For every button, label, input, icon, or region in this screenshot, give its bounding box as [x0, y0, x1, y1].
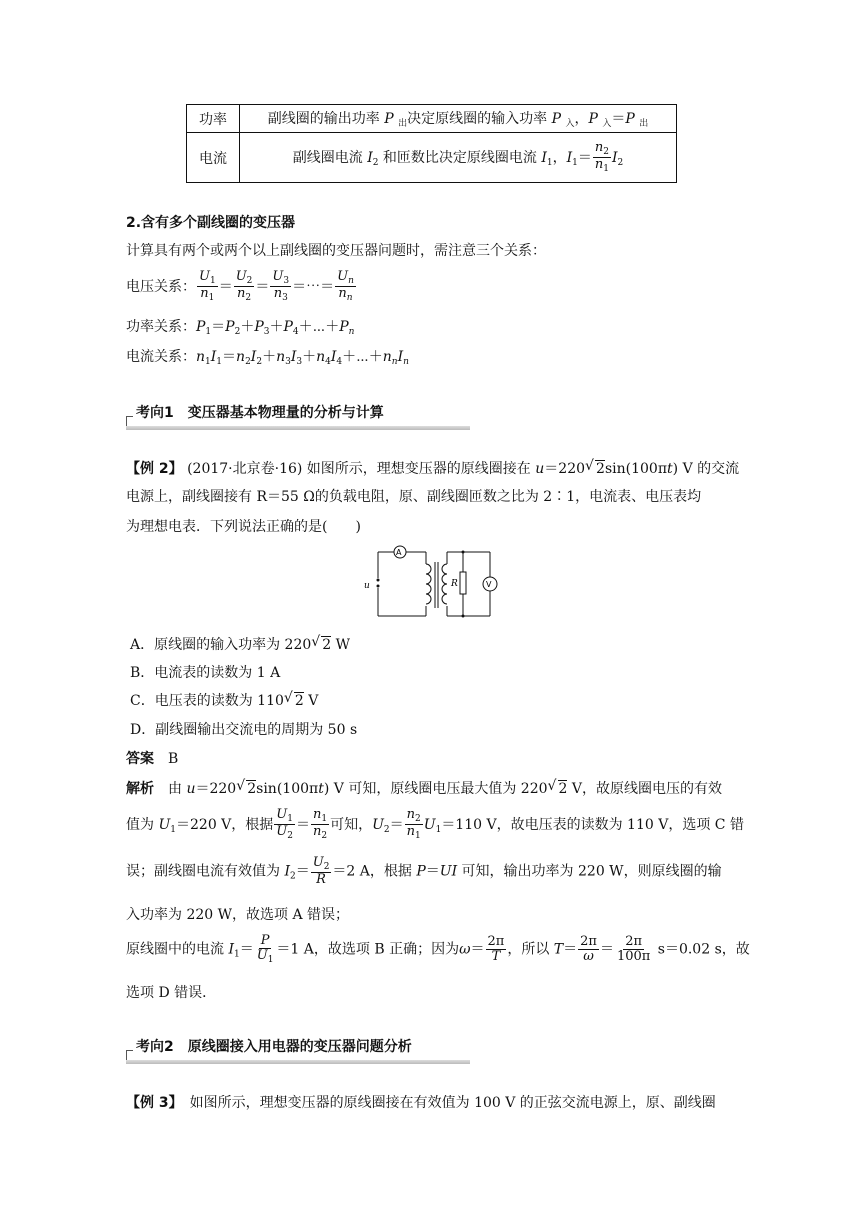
power-relation: 功率关系：$P_1=P_2+P_3+P_4+\cdots+P_n$	[126, 319, 355, 337]
analysis-line-1: 解析 由 u＝220√ 2sin(100πt) V 可知，原线圈电压最大值为 220√ 2 V，故原线圈电压的有效	[126, 778, 722, 798]
svg-text:R: R	[451, 579, 458, 589]
option-c: C．电压表的读数为 110√ 2 V	[130, 690, 318, 710]
option-b: B．电流表的读数为 1 A	[130, 665, 281, 681]
table-row-label: 功率	[187, 105, 240, 133]
kaoxiang-2-header	[126, 1034, 470, 1064]
analysis-line-6: 选项 D 错误．	[126, 985, 217, 1001]
table-row-label: 电流	[187, 133, 240, 183]
kaoxiang-2-title: 考向2 原线圈接入用电器的变压器问题分析	[136, 1039, 412, 1055]
transformer-circuit-diagram	[360, 544, 500, 622]
option-a: A．原线圈的输入功率为 220√ 2 W	[130, 634, 350, 654]
section-heading: 2.含有多个副线圈的变压器	[126, 215, 296, 231]
analysis-line-5: 原线圈中的电流 $I_1=$ $\frac{P}{U_1}$ ＝1 A，故选项 B 正确；因为ω＝ $\frac{2\pi}{T}$ ，所以 T＝ $\frac{2\pi}{\omega}$ ＝ $\frac{2\pi}{100\pi}$ s＝0.02 s，故	[126, 933, 750, 965]
kaoxiang-1-title: 考向1 变压器基本物理量的分析与计算	[136, 405, 384, 421]
svg-text:u: u	[364, 581, 370, 591]
example-2-line-3: 为理想电表．下列说法正确的是( )	[126, 519, 361, 535]
example-2-line-2: 电源上，副线圈接有 R＝55 Ω的负载电阻，原、副线圈匝数之比为 2∶1，电流表、电压表均	[126, 489, 702, 505]
intro-text: 计算具有两个或两个以上副线圈的变压器问题时，需注意三个关系：	[126, 243, 546, 259]
kaoxiang-1-header	[126, 400, 470, 430]
voltage-relation: 电压关系： $\frac{U_1}{n_1}$ ＝ $\frac{U_2}{n_2}$ ＝ $\frac{U_3}{n_3}$ ＝⋯＝ $\frac{U_n}{n_n}$	[126, 269, 354, 304]
analysis-line-3: 误；副线圈电流有效值为 $I_2=$ $\frac{U_2}{R}$ ＝2 A，根据 P＝UI 可知，输出功率为 220 W，则原线圈的输	[126, 855, 722, 888]
svg-text:V: V	[486, 580, 492, 589]
analysis-line-4: 入功率为 220 W，故选项 A 错误；	[126, 907, 350, 923]
analysis-line-2: 值为 $U_1=220$ V，根据 $\frac{U_1}{U_2}$ ＝ $\frac{n_1}{n_2}$ 可知，$U_2=$ $\frac{n_2}{n_1}$ $U_1=110$ V，故电压表的读数为 110 V，选项 C 错	[126, 807, 744, 842]
example-2-line-1: 【例 2】 (2017·北京卷·16) 如图所示，理想变压器的原线圈接在 u＝220√ 2sin(100πt) V 的交流	[126, 458, 739, 478]
relation-table	[186, 104, 677, 183]
svg-text:A: A	[396, 548, 402, 557]
table-row-content: 副线圈的输出功率 P $_出$决定原线圈的输入功率 P $_入$，P $_入$＝P $_出$	[240, 105, 677, 133]
example-3-line-1: 【例 3】 如图所示，理想变压器的原线圈接在有效值为 100 V 的正弦交流电源上，原、副线圈	[126, 1095, 716, 1111]
option-d: D．副线圈输出交流电的周期为 50 s	[130, 722, 358, 738]
answer: 答案 B	[126, 751, 179, 767]
current-relation: 电流关系：$n_1I_1=n_2I_2+n_3I_3+n_4I_4+\cdots+n_nI_n$	[126, 349, 409, 367]
table-row-content: 副线圈电流 $I_2$ 和匝数比决定原线圈电流 $I_1$，$I_1=$ $\frac{n_2}{n_1}$ $I_2$	[240, 133, 677, 183]
